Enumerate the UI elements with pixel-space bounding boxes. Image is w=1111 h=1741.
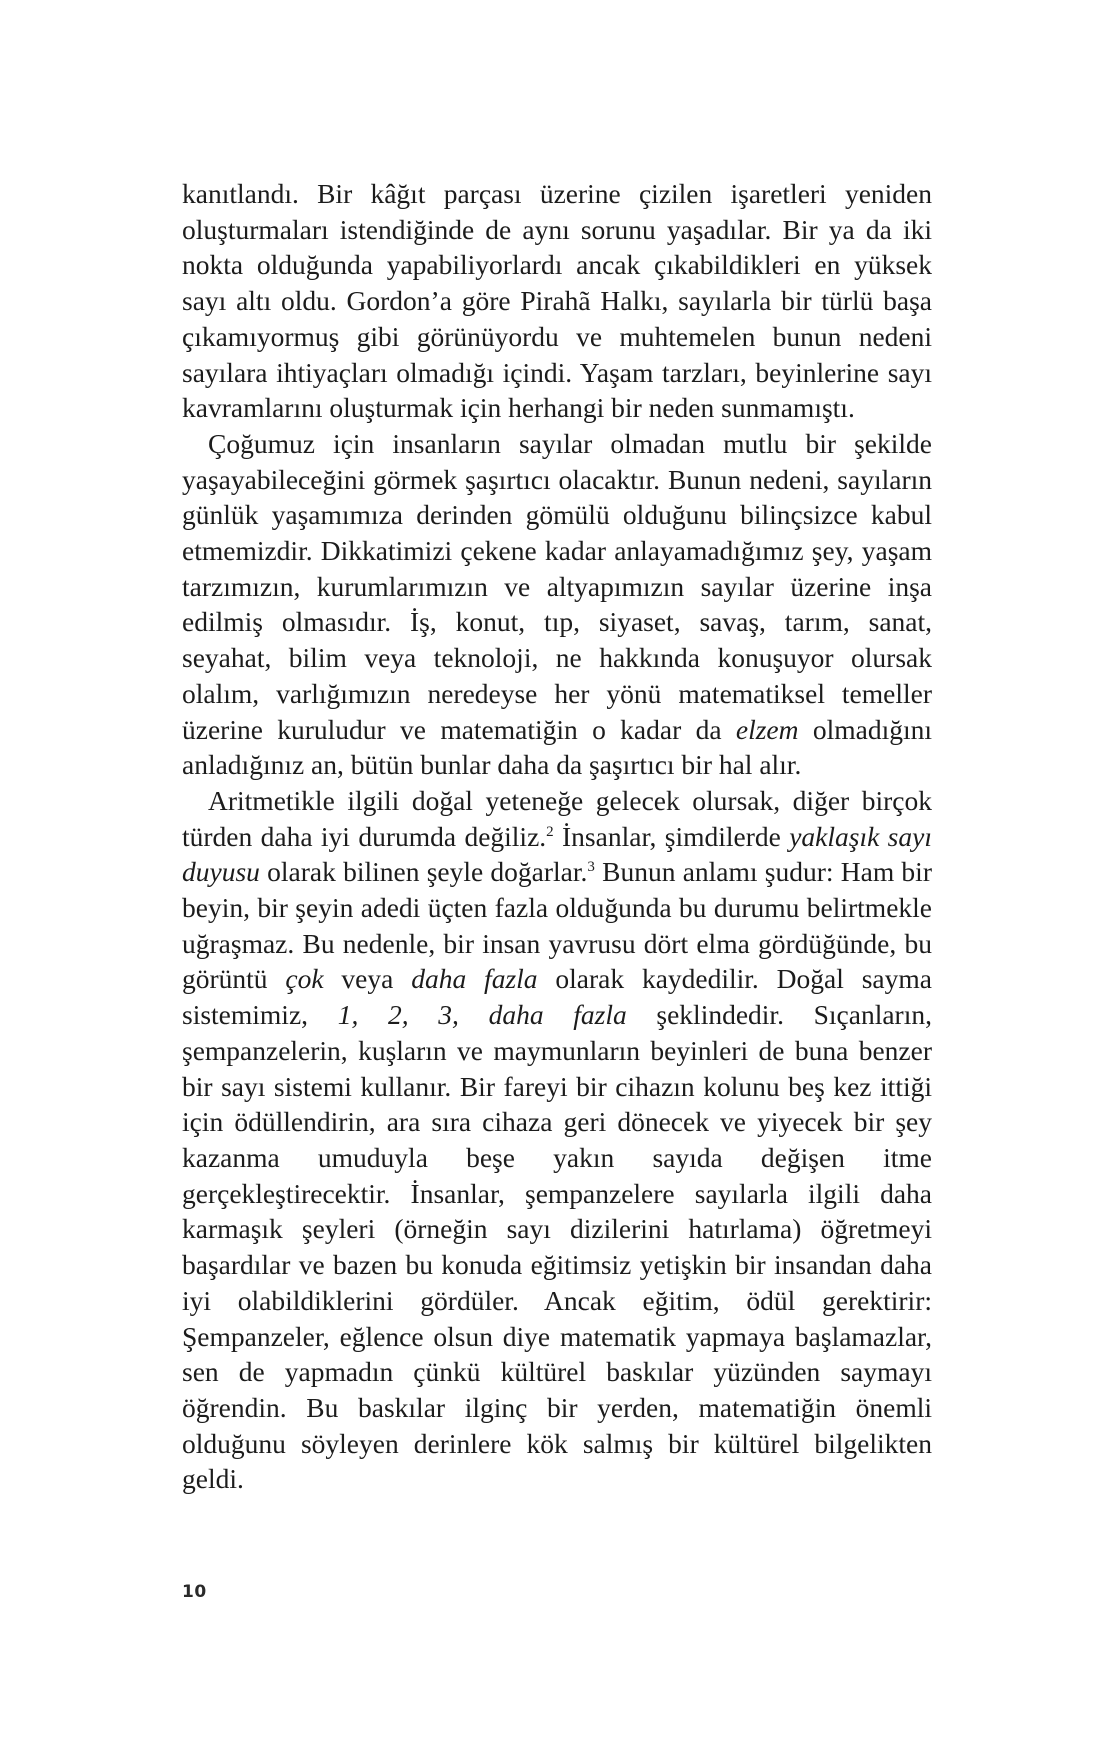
text-run: Bunun anlamı şudur: Ham bir beyin, bir şeyin adedi üçten fazla olduğunda bu durumu belirtmekle uğraşmaz. Bu nedenle, bir insan yavrusu dört elma gördüğünde, bu görüntü	[182, 856, 932, 995]
text-run: olmadığını anladığınız an, bütün bunlar daha da şaşırtıcı bir hal alır.	[182, 713, 932, 781]
italic-run: 1, 2, 3, daha fazla	[337, 999, 627, 1031]
italic-run: daha fazla	[411, 963, 538, 995]
text-run: İnsanlar, şimdilerde	[553, 820, 790, 852]
paragraph-2	[182, 426, 932, 783]
paragraph-1	[182, 176, 932, 426]
body-text	[182, 176, 932, 1497]
footnote-ref: 3	[587, 859, 595, 876]
italic-run: çok	[285, 963, 324, 995]
text-run: olarak bilinen şeyle doğarlar.	[259, 856, 588, 888]
text-run: veya	[323, 963, 412, 995]
text-run: Aritmetikle ilgili doğal yeteneğe gelecek olursak, diğer birçok türden daha iyi durumda değiliz.	[182, 784, 932, 852]
text-run: Çoğumuz için insanların sayılar olmadan mutlu bir şekilde yaşayabileceğini görmek şaşırtıcı olacaktır. Bunun nedeni, sayıların günlük yaşamımıza derinden gömülü olduğunu bilinçsizce kabul etmemizdir. Dikkatimizi çekene kadar anlayamadığımız şey, yaşam tarzımızın, kurumlarımızın ve altyapımızın sayılar üzerine inşa edilmiş olmasıdır. İş, konut, tıp, siyaset, savaş, tarım, sanat, seyahat, bilim veya teknoloji, ne hakkında konuşuyor olursak olalım, varlığımızın neredeyse her yönü matematiksel temeller üzerine kuruludur ve matematiğin o kadar da	[182, 427, 932, 745]
italic-run: elzem	[735, 713, 799, 745]
paragraph-3	[182, 783, 932, 1497]
footnote-ref: 2	[546, 823, 554, 840]
text-run: şeklindedir. Sıçanların, şempanzelerin, kuşların ve maymunların beyinleri de buna benzer bir sayı sistemi kullanır. Bir fareyi bir cihazın kolunu beş kez ittiği için ödüllendirin, ara sıra cihaza geri dönecek ve yiyecek bir şey kazanma umuduyla beşe yakın sayıda değişen itme gerçekleştirecektir. İnsanlar, şempanzelere sayılarla ilgili daha karmaşık şeyleri (örneğin sayı dizilerini hatırlama) öğretmeyi başardılar ve bazen bu konuda eğitimsiz yetişkin bir insandan daha iyi olabildiklerini gördüler. Ancak eğitim, ödül gerektirir: Şempanzeler, eğlence olsun diye matematik yapmaya başlamazlar, sen de yapmadın çünkü kültürel baskılar yüzünden saymayı öğrendin. Bu baskılar ilginç bir yerden, matematiğin önemli olduğunu söyleyen derinlere kök salmış bir kültürel bilgelikten geldi.	[182, 999, 932, 1495]
text-run: olarak kaydedilir. Doğal sayma sistemimiz,	[182, 963, 932, 1031]
italic-run: yaklaşık sayı duyusu	[182, 820, 932, 888]
text-run: kanıtlandı. Bir kâğıt parçası üzerine çizilen işaretleri yeniden oluşturmaları istendiğinde de aynı sorunu yaşadılar. Bir ya da iki nokta olduğunda yapabiliyorlardı ancak çıkabildikleri en yüksek sayı altı oldu. Gordon’a göre Pirahã Halkı, sayılarla bir türlü başa çıkamıyormuş gibi görünüyordu ve muhtemelen bunun nedeni sayılara ihtiyaçları olmadığı içindi. Yaşam tarzları, beyinlerine sayı kavramlarını oluşturmak için herhangi bir neden sunmamıştı.	[182, 178, 932, 424]
page-number: 10	[182, 1582, 207, 1602]
